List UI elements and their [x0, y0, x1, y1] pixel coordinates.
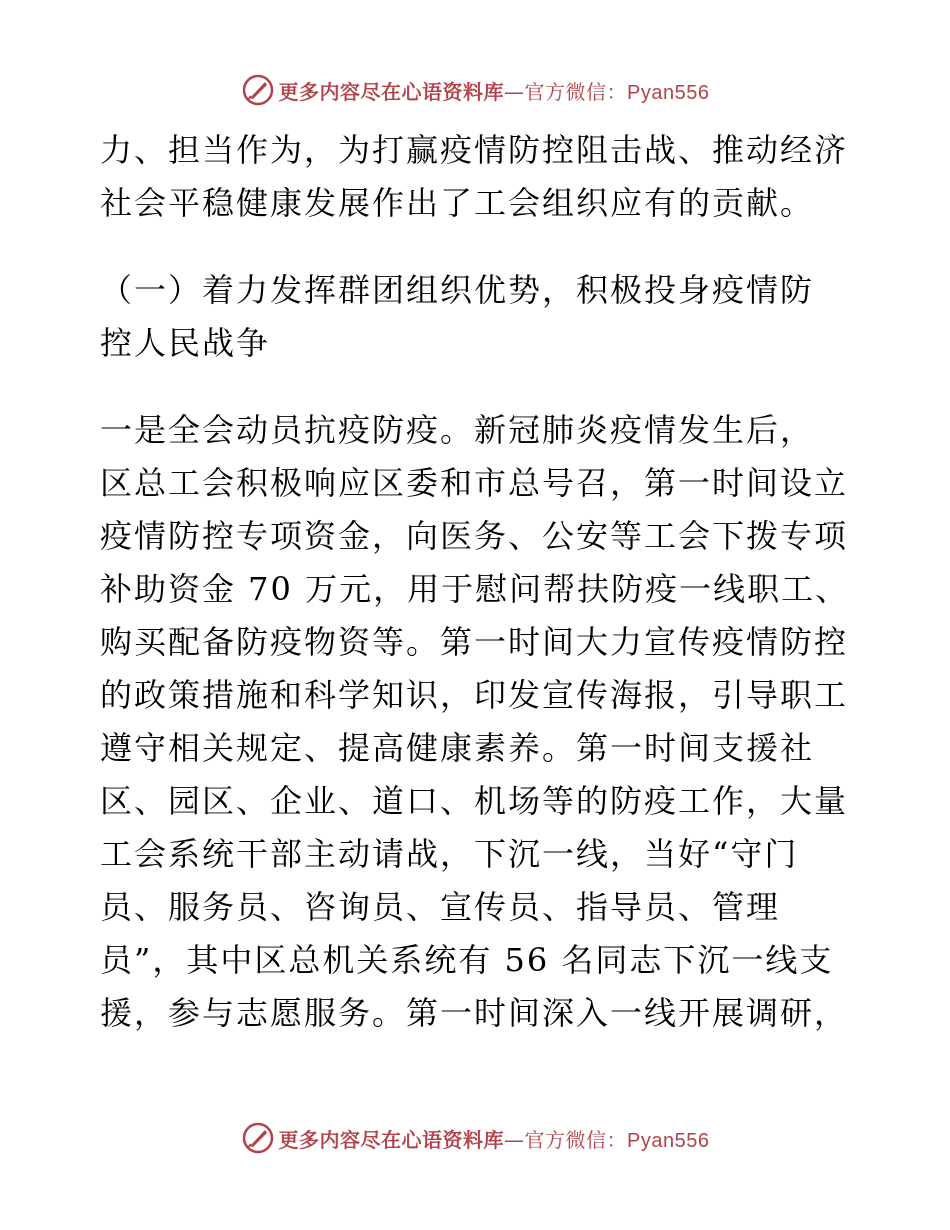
text-line: 援，参与志愿服务。第一时间深入一线开展调研， — [100, 994, 849, 1032]
text-line: 遵守相关规定、提高健康素养。第一时间支援社 — [100, 729, 815, 767]
heading-line: （一）着力发挥群团组织优势，积极投身疫情防 — [100, 271, 815, 309]
quill-pen-logo-icon — [241, 1121, 275, 1155]
text-line: 社会平稳健康发展作出了工会组织应有的贡献。 — [100, 184, 815, 222]
watermark-text — [279, 76, 710, 105]
document-body — [100, 124, 860, 1040]
text-line: 疫情防控专项资金，向医务、公安等工会下拨专项 — [100, 517, 849, 555]
watermark-header — [0, 70, 950, 110]
text-line: 区、园区、企业、道口、机场等的防疫工作，大量 — [100, 782, 849, 820]
text-line: 补助资金 70 万元，用于慰问帮扶防疫一线职工、 — [100, 570, 850, 608]
watermark-dash: — — [504, 1127, 525, 1152]
watermark-text — [279, 1124, 710, 1153]
text-line: 区总工会积极响应区委和市总号召，第一时间设立 — [100, 464, 849, 502]
watermark-main: 更多内容尽在心语资料库 — [278, 79, 505, 104]
text-line: 购买配备防疫物资等。第一时间大力宣传疫情防控 — [100, 623, 849, 661]
text-line: 力、担当作为，为打赢疫情防控阻击战、推动经济 — [100, 131, 849, 169]
watermark-dash: — — [504, 79, 525, 104]
paragraph-body — [100, 404, 860, 1040]
text-line: 一是全会动员抗疫防疫。新冠肺炎疫情发生后， — [100, 411, 815, 449]
watermark-id: Pyan556 — [627, 81, 710, 104]
text-line: 员”，其中区总机关系统有 56 名同志下沉一线支 — [100, 941, 834, 979]
text-line: 员、服务员、咨询员、宣传员、指导员、管理 — [100, 888, 781, 926]
watermark-main: 更多内容尽在心语资料库 — [278, 1127, 505, 1152]
quill-pen-logo-icon — [241, 73, 275, 107]
watermark-label: 官方微信： — [524, 1127, 628, 1152]
heading-line: 控人民战争 — [100, 324, 271, 362]
watermark-footer — [0, 1118, 950, 1158]
watermark-id: Pyan556 — [627, 1129, 710, 1152]
text-line: 的政策措施和科学知识，印发宣传海报，引导职工 — [100, 676, 849, 714]
watermark-label: 官方微信： — [524, 79, 628, 104]
text-line: 工会系统干部主动请战，下沉一线，当好“守门 — [100, 835, 799, 873]
section-heading — [100, 264, 860, 370]
paragraph-continuation — [100, 124, 860, 230]
